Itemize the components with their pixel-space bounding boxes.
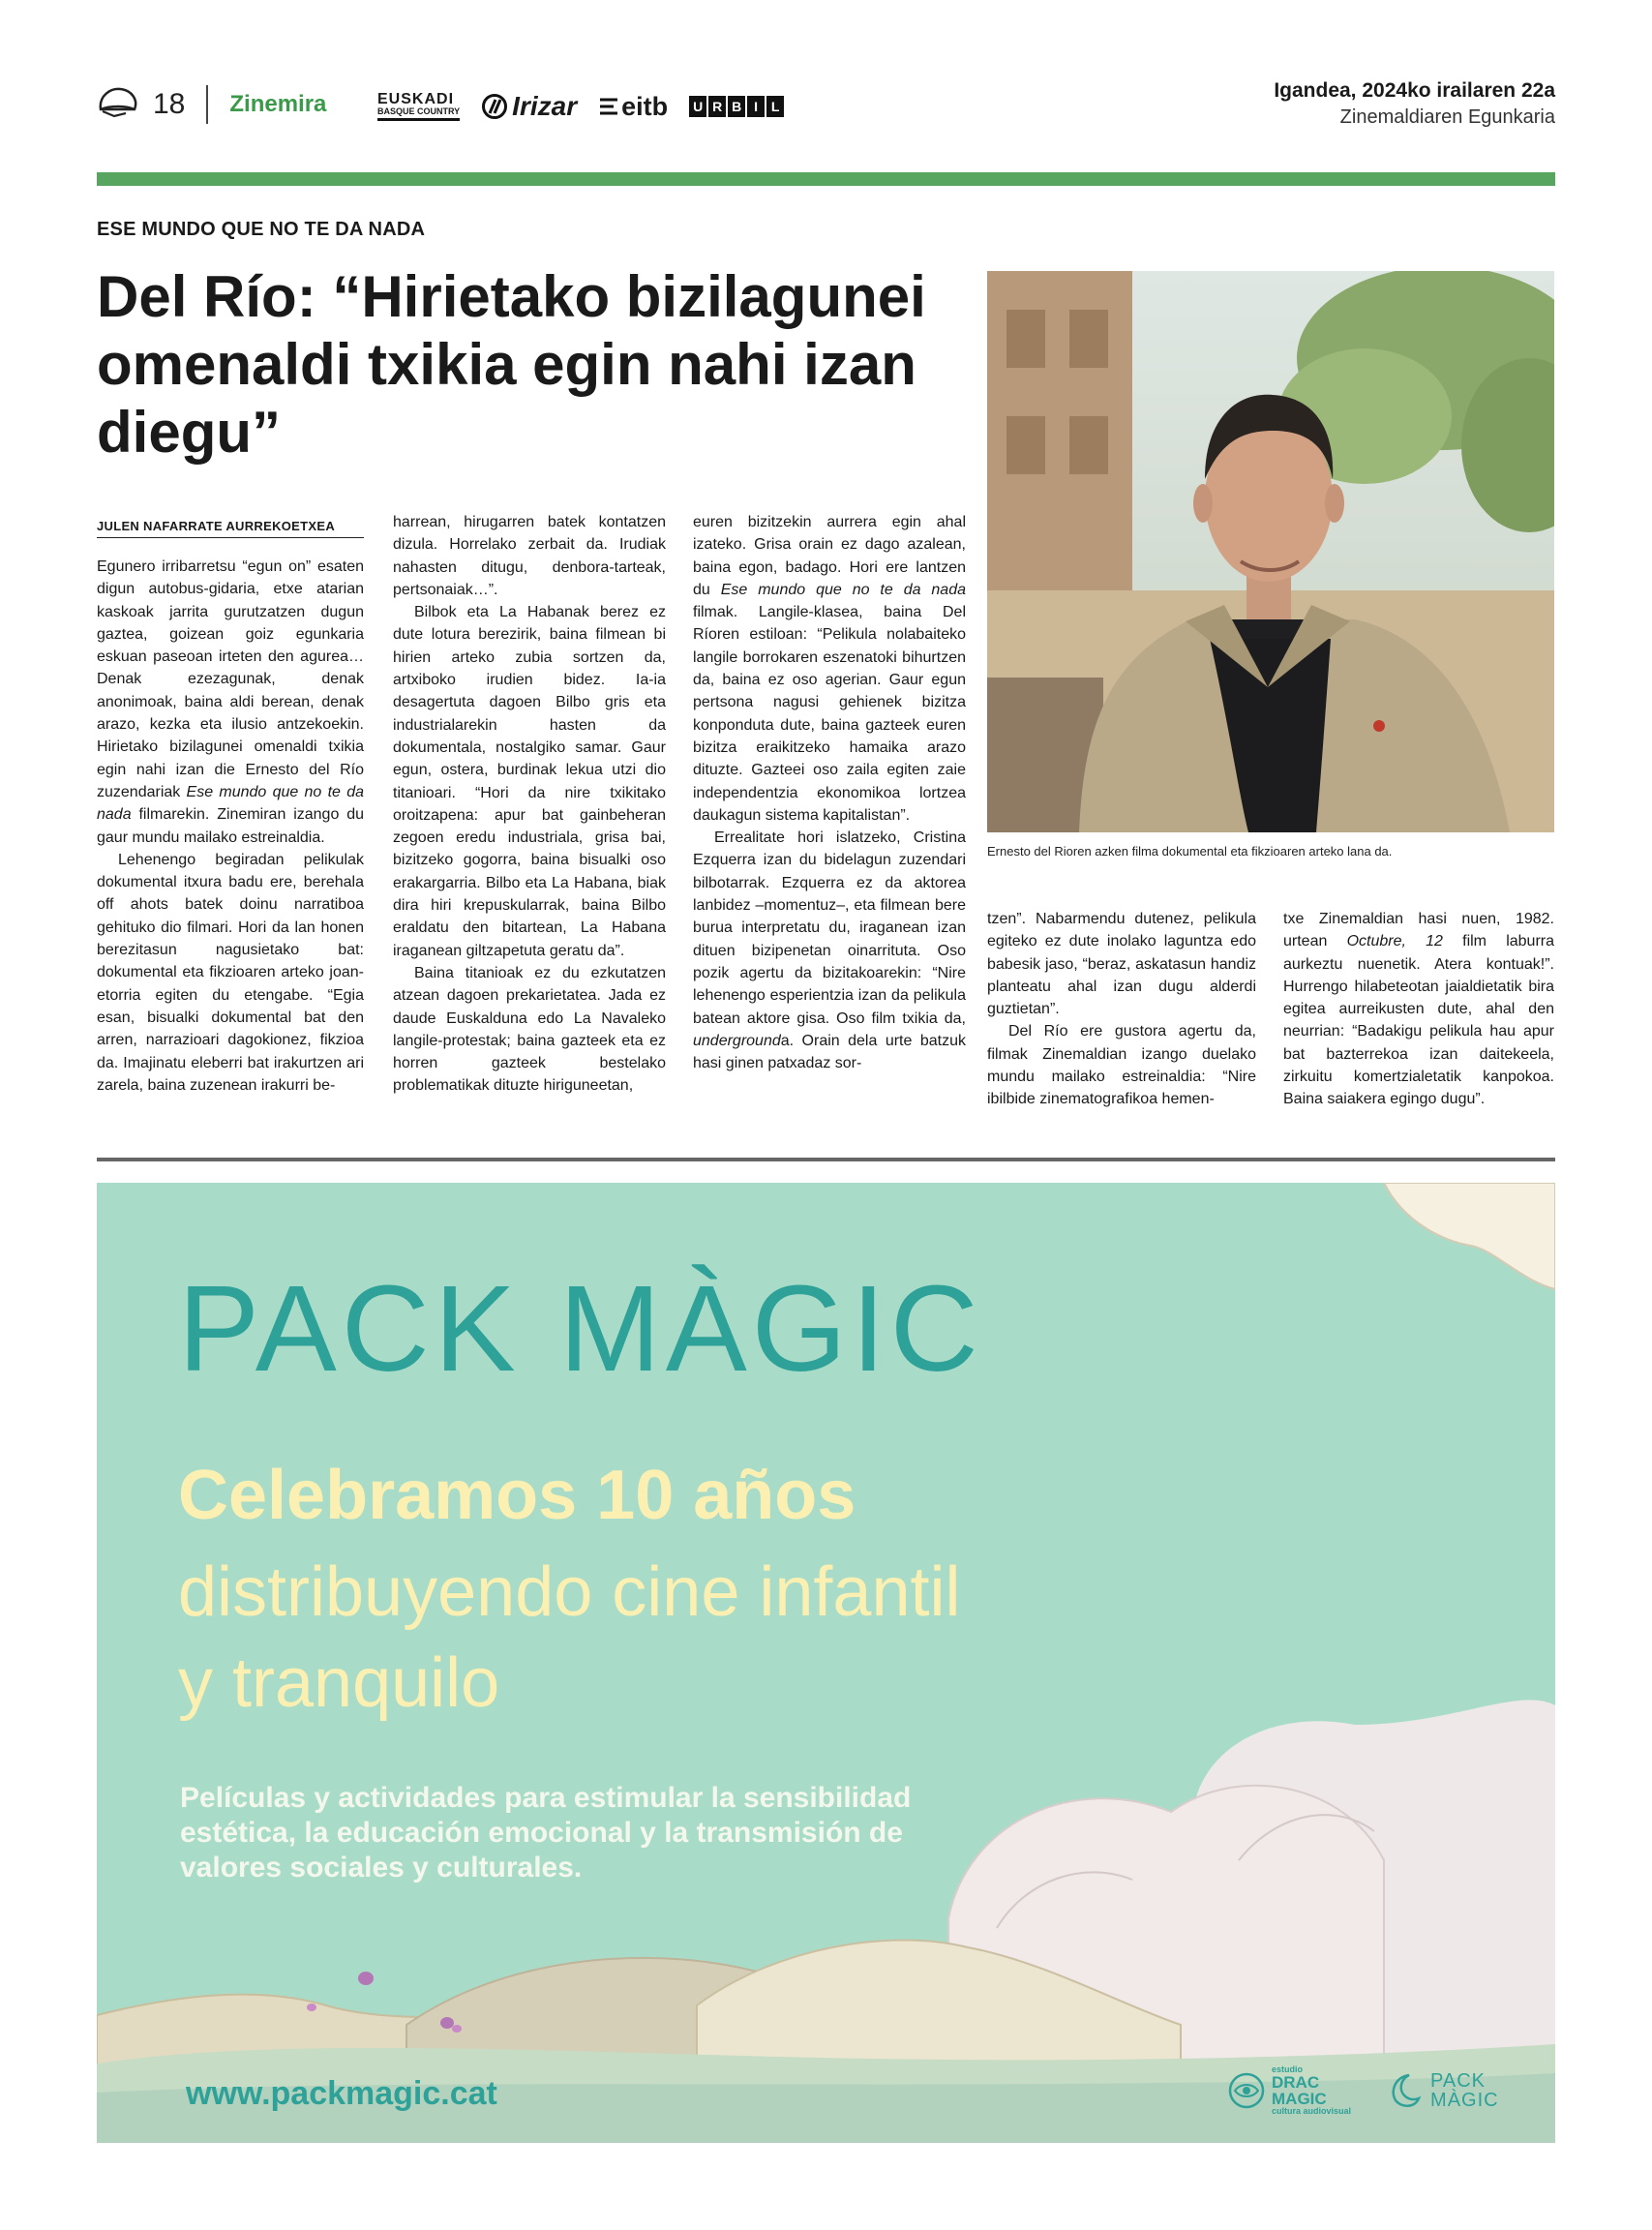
euskadi-logo-subtext: BASQUE COUNTRY <box>377 106 461 116</box>
text-run: filmak. Langile-klasea, baina Del Ríoren estiloan: “Pelikula nolabaiteko langile borrokaren eszenatoki bihurtzen da, baina ez oso agerian. Gaur egun pertsona nagusi gehienek bizitza konponduta dute, baina gazteek euren bizitza eraikitzeko hamaika arazo dituzte. Gazteei oso zaila egiten zaie independentzia ekonomikoa lortzea daukagun sistema kapitalistan”. <box>693 604 966 824</box>
euskadi-logo <box>377 92 460 121</box>
article-column-4 <box>987 908 1256 1111</box>
header-right <box>1274 79 1555 129</box>
eye-icon <box>1227 2071 1266 2110</box>
article-column-1 <box>97 556 364 1097</box>
article-paragraph: harrean, hirugarren batek kontatzen dizula. Horrelako zerbait da. Irudiak nahasten ditugu, denbora-tarteak, pertsonaiak…”. <box>393 514 666 598</box>
pack-magic-logo <box>1384 2071 1499 2110</box>
urbil-logo <box>689 96 784 117</box>
header-divider <box>206 85 208 124</box>
ad-body-line: valores sociales y culturales. <box>180 1852 583 1883</box>
urbil-letter: U <box>689 96 706 117</box>
ad-headline-line: distribuyendo cine infantil <box>178 1553 961 1631</box>
film-title: Ese mundo que no te da nada <box>720 581 967 598</box>
article-column-3 <box>693 511 966 1074</box>
emphasis: underground <box>693 1032 781 1049</box>
ad-body-line: Películas y actividades para estimular la sensibilidad <box>180 1782 912 1814</box>
pack-magic-line1: PACK <box>1430 2070 1487 2092</box>
article-paragraph: Bilbok eta La Habanak berez ez dute lotura berezirik, baina filmean bi hirien arteko zubia sortzen da, artxiboko irudien bidez. Ia-ia desagertuta dagoen Bilbo gris eta industrialarekin hasten da dokumentala, nostalgiko samar. Gaur egun, ostera, burdinak lekua utzi dio titanioari. “Hori da nire txikitako oroitzapena: apur bat gainbeheran zegoen eredu industriala, grisa bai, bizitzeko gogorra, baina bisualki oso erakargarria. Bilbo eta La Habana, biak dira hiri krepuskularrak, baina Bilbo eraldatu den bitartean, La Habana iraganean giltzapetuta geratu da”. <box>393 604 666 959</box>
moon-icon <box>1384 2071 1423 2110</box>
page-number: 18 <box>153 88 186 120</box>
drac-magic-line1: DRAC <box>1272 2073 1320 2092</box>
article-photo <box>987 271 1554 832</box>
urbil-letter: R <box>708 96 726 117</box>
ad-brand-title: PACK MÀGIC <box>178 1260 983 1397</box>
article-paragraph <box>693 827 966 1074</box>
drac-magic-logo <box>1227 2065 1351 2116</box>
photo-caption: Ernesto del Rioren azken filma dokumental eta fikzioaren arteko lana da. <box>987 844 1393 859</box>
urbil-letter: L <box>766 96 784 117</box>
ad-headline <box>178 1547 961 1729</box>
eitb-logo-text: eitb <box>621 91 669 121</box>
urbil-letter: I <box>747 96 765 117</box>
drac-magic-sub: cultura audiovisual <box>1272 2106 1352 2116</box>
text-run: a. Orain dela urte batzuk hasi ginen patxadaz sor- <box>693 1032 966 1072</box>
article-paragraph: Del Río ere gustora agertu da, filmak Zinemaldian izango duelako mundu mailako estreinaldia: “Nire ibilbide zinematografikoa hemen- <box>987 1023 1256 1108</box>
header-rule <box>97 172 1555 186</box>
film-title: Ese mundo que no te da nada <box>97 783 364 824</box>
text-run: txe Zinemaldian hasi nuen, 1982. urtean <box>1283 911 1554 950</box>
article-bottom-rule <box>97 1158 1555 1161</box>
issue-date: Igandea, 2024ko irailaren 22a <box>1274 79 1555 102</box>
article-paragraph <box>693 511 966 827</box>
irizar-mark-icon <box>481 93 508 120</box>
article-column-5 <box>1283 908 1554 1111</box>
text-run: euren bizitzekin aurrera egin ahal izateko. Grisa orain ez dago azalean, baina egon, badago. Hori ere lantzen du <box>693 514 966 598</box>
page-header-left <box>97 85 326 124</box>
ad-website-link[interactable]: www.packmagic.cat <box>186 2075 497 2112</box>
text-run: film laburra aurkeztu nuenetik. Atera kontuak!”. Hurrengo hilabeteotan jaialdietatik bira egitea aurreikusten dute, ahal den neurrian: “Badakigu pelikula hau apur bat bazterrekoa izan daitekeela, zirkuitu komertzialetatik kanpokoa. Baina saiakera egingo dugu”. <box>1283 933 1554 1108</box>
article-paragraph: Baina titanioak ez du ezkutatzen atzean dagoen prekarietatea. Jada ez daude Euskalduna edo La Navaleko langile-protestak; baina gazteek eta ez horren gazteek bestelako problematikak dituzte hiriguneetan, <box>393 964 666 1095</box>
ad-headline-bold: Celebramos 10 años <box>178 1457 856 1534</box>
article-kicker: ESE MUNDO QUE NO TE DA NADA <box>97 219 426 240</box>
article-paragraph: Lehenengo begiradan pelikulak dokumental itxura badu ere, berehala off ahots batek doinu narratiboa gehituko dio filmari. Hori da lan honen berezitasun nagusietako bat: dokumental eta fikzioaren arteko joan-etorria egiten du etengabe. “Egia esan, bisualki dokumental bat den arren, narrazioari dagokionez, fikzioa da. Imajinatu eleberri bat irakurtzen ari zarela, baina zuzenean irakurri be- <box>97 851 364 1094</box>
shell-icon <box>97 86 139 124</box>
ad-body-line: estética, la educación emocional y la transmisión de <box>180 1817 903 1849</box>
pack-magic-line2: MÀGIC <box>1430 2090 1499 2111</box>
eitb-logo <box>598 92 668 122</box>
publication-name: Zinemaldiaren Egunkaria <box>1339 106 1555 128</box>
sponsor-logos <box>377 87 784 126</box>
article-headline: Del Río: “Hirietako bizilagunei omenaldi txikia egin nahi izan diegu” <box>97 264 926 465</box>
text-run: Errealitate hori islatzeko, Cristina Ezquerra izan du bidelagun zuzendari bilbotarrak. Ezquerra ez da aktorea lanbidez –momentuz–, eta filmean bere burua interpretatu du, iraganean izan dituen bizipenetan oinarrituta. Oso pozik agertu da bizitakoarekin: “Nire lehenengo esperientzia izan da pelikula batean aktore gisa. Oso film txikia da, <box>693 829 966 1027</box>
text-run: filmarekin. Zinemiran izango du gaur mundu mailako estreinaldia. <box>97 806 364 846</box>
ad-headline-line: y tranquilo <box>178 1644 500 1722</box>
drac-magic-small: estudio <box>1272 2064 1304 2074</box>
irizar-logo <box>481 91 577 122</box>
article-paragraph <box>97 556 364 849</box>
urbil-letter: B <box>728 96 745 117</box>
text-run: Egunero irribarretsu “egun on” esaten digun autobus-gidaria, etxe atarian kaskoak jarrita gurutzatzen dugun gaztea, goizean goiz egunkaria eskuan paseoan irteten den agurea… Denak ezezagunak, denak anonimoak, baina aldi berean, denak arazo, kezka eta ilusio antzekoekin. Hirietako bizilagunei omenaldi txikia egin nahi izan die Ernesto del Río zuzendariak <box>97 558 364 800</box>
article-column-2 <box>393 511 666 1098</box>
drac-magic-line2: MAGIC <box>1272 2090 1327 2108</box>
article-paragraph <box>1283 908 1554 1111</box>
eitb-mark-icon <box>598 94 619 119</box>
euskadi-logo-text: EUSKADI <box>377 91 455 107</box>
ad-logos <box>1227 2065 1499 2116</box>
film-title: Octubre, 12 <box>1346 933 1443 950</box>
portrait-illustration <box>987 271 1554 832</box>
advertisement-pack-magic[interactable] <box>97 1183 1555 2143</box>
section-name: Zinemira <box>229 91 327 117</box>
ad-body-text <box>180 1781 1148 1885</box>
article-byline: JULEN NAFARRATE AURREKOETXEA <box>97 519 364 538</box>
irizar-logo-text: Irizar <box>512 91 578 121</box>
article-paragraph: tzen”. Nabarmendu dutenez, pelikula egiteko ez dute inolako laguntza edo babesik jaso, “beraz, askatasun handiz planteatu ahal izan dugu alderdi guztietan”. <box>987 911 1256 1018</box>
